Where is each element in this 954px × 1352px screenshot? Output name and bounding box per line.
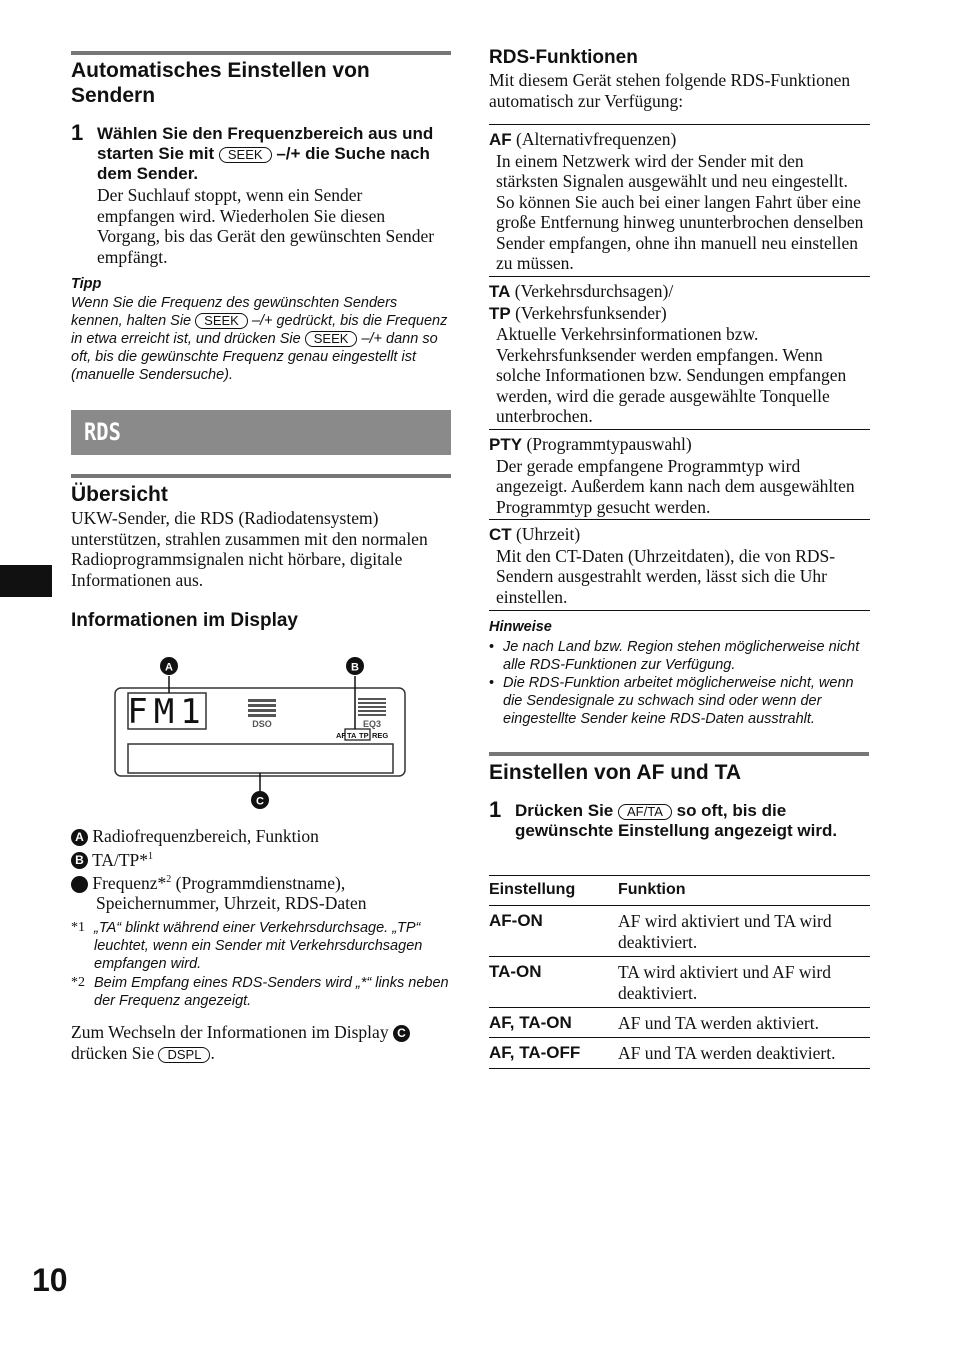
equalizer-icon xyxy=(358,698,386,716)
tip-text: Wenn Sie die Frequenz des gewünschten Senders kennen, halten Sie SEEK –/+ gedrückt, bis die Frequenz in etwa erreicht ist, und drücken Sie SEEK –/+ dann so oft, bis die gewünschte Frequenz genau eingestellt ist (manuelle Sendersuche). xyxy=(71,295,448,383)
tip-label: Tipp xyxy=(71,276,102,292)
legend-item-c: C Frequenz*$^2$ (Programmdienstname), Speichernummer, Uhrzeit, RDS-Daten xyxy=(62,872,367,914)
svg-text:TA: TA xyxy=(347,731,357,740)
legend-item-b: B TA/TP*$^1$ xyxy=(71,847,451,870)
table-row: AF, TA-OFF AF und TA werden deaktiviert. xyxy=(489,1037,870,1069)
section-rule xyxy=(71,51,451,55)
seek-button-label: SEEK xyxy=(195,313,248,329)
rds-item-pty: PTY (Programmtypauswahl) Der gerade empfangene Programmtyp wird angezeigt. Außerdem kann nach dem ausgewählten Programmtyp gesucht werden. xyxy=(489,429,870,518)
overview-body: UKW-Sender, die RDS (Radiodatensystem) unterstützen, strahlen zusammen mit den normalen Radioprogrammsignalen nicht hörbare, digitale Informationen aus. xyxy=(71,508,428,590)
display-text: FM1 xyxy=(127,692,207,732)
svg-text:C: C xyxy=(256,795,264,808)
display-diagram xyxy=(110,655,410,815)
rds-banner: RDS xyxy=(71,410,451,455)
page-number: 10 xyxy=(32,1262,68,1298)
svg-text:EQ3: EQ3 xyxy=(362,719,382,729)
rds-intro: Mit diesem Gerät stehen folgende RDS-Funktionen automatisch zur Verfügung: xyxy=(489,70,851,111)
dso-icon xyxy=(248,699,276,717)
subsection-title-display: Informationen im Display xyxy=(71,610,298,631)
display-legend xyxy=(62,826,451,914)
section-title-overview: Übersicht xyxy=(71,483,168,506)
svg-text:B: B xyxy=(351,661,359,674)
notes-label: Hinweise xyxy=(489,619,552,635)
svg-text:REG: REG xyxy=(372,731,389,740)
table-header: Einstellung Funktion xyxy=(489,875,870,906)
switch-display-instruction: Zum Wechseln der Informationen im Display C drücken Sie DSPL . xyxy=(71,1022,456,1063)
seek-button-label: SEEK xyxy=(219,147,272,163)
rds-item-ct: CT (Uhrzeit) Mit den CT-Daten (Uhrzeitdaten), die von RDS-Sendern ausgestrahlt werden, lässt sich die Uhr einstellen. xyxy=(489,519,870,611)
svg-text:A: A xyxy=(165,661,173,674)
table-row: AF, TA-ON AF und TA werden aktiviert. xyxy=(489,1007,870,1038)
footnote-2: *2 Beim Empfang eines RDS-Senders wird „*“ links neben der Frequenz angezeigt. xyxy=(71,975,449,1009)
footnote-1: *1 „TA“ blinkt während einer Verkehrsdurchsage. „TP“ leuchtet, wenn ein Sender mit Verkehrsdurchsagen empfangen wird. xyxy=(71,920,423,972)
step-body: Der Suchlauf stoppt, wenn ein Sender empfangen wird. Wiederholen Sie diesen Vorgang, bis das Gerät den gewünschten Sender empfängt. xyxy=(97,185,435,267)
section-rule xyxy=(489,752,869,756)
table-row: TA-ON TA wird aktiviert und AF wird deaktiviert. xyxy=(489,956,870,1007)
rds-item-ta-tp: TA (Verkehrsdurchsagen)/ TP (Verkehrsfunksender) Aktuelle Verkehrsinformationen bzw. Verkehrsfunksender werden empfangen. Wenn solche Informationen bzw. Sendungen empfangen werden, wird die gerade ausgewählte Tonquelle unterbrochen. xyxy=(489,276,870,427)
af-ta-button-label: AF/TA xyxy=(618,804,672,820)
legend-item-a: A Radiofrequenzbereich, Funktion xyxy=(71,826,451,847)
af-ta-settings-table xyxy=(489,875,870,1070)
svg-text:AF: AF xyxy=(336,731,346,740)
section-title-af-ta: Einstellen von AF und TA xyxy=(489,761,741,784)
svg-text:DSO: DSO xyxy=(252,719,272,729)
chapter-tab xyxy=(0,565,52,597)
dspl-button-label: DSPL xyxy=(158,1047,210,1063)
rds-item-af: AF (Alternativfrequenzen) In einem Netzwerk wird der Sender mit den stärksten Signalen ausgewählt und neu eingestellt. So können Sie auch bei einer langen Fahrt über eine große Entfernung hinweg ununterbrochen denselben Sender empfangen, ohne ihn manuell neu einstellen zu müssen. xyxy=(489,124,870,275)
af-ta-step-instruction: Drücken Sie AF/TA so oft, bis die gewünschte Einstellung angezeigt wird. xyxy=(515,801,838,840)
svg-text:TP: TP xyxy=(359,731,369,740)
step-number: 1 xyxy=(489,797,502,822)
step-number: 1 xyxy=(71,120,84,145)
section-title-auto-tuning: Automatisches Einstellen von Sendern xyxy=(71,59,370,107)
note-1: • Je nach Land bzw. Region stehen möglicherweise nicht alle RDS-Funktionen zur Verfügung. xyxy=(489,639,860,673)
table-row: AF-ON AF wird aktiviert und TA wird deaktiviert. xyxy=(489,905,870,956)
display-illustration xyxy=(110,655,410,815)
section-rule xyxy=(71,474,451,478)
note-2: • Die RDS-Funktion arbeitet möglicherweise nicht, wenn die Sendesignale zu schwach sind oder wenn der eingestellte Sender keine RDS-Daten ausstrahlt. xyxy=(489,675,854,727)
seek-button-label: SEEK xyxy=(305,331,358,347)
section-title-rds-functions: RDS-Funktionen xyxy=(489,47,638,68)
step-instruction: Wählen Sie den Frequenzbereich aus und starten Sie mit SEEK –/+ die Suche nach dem Sender. xyxy=(97,124,434,183)
